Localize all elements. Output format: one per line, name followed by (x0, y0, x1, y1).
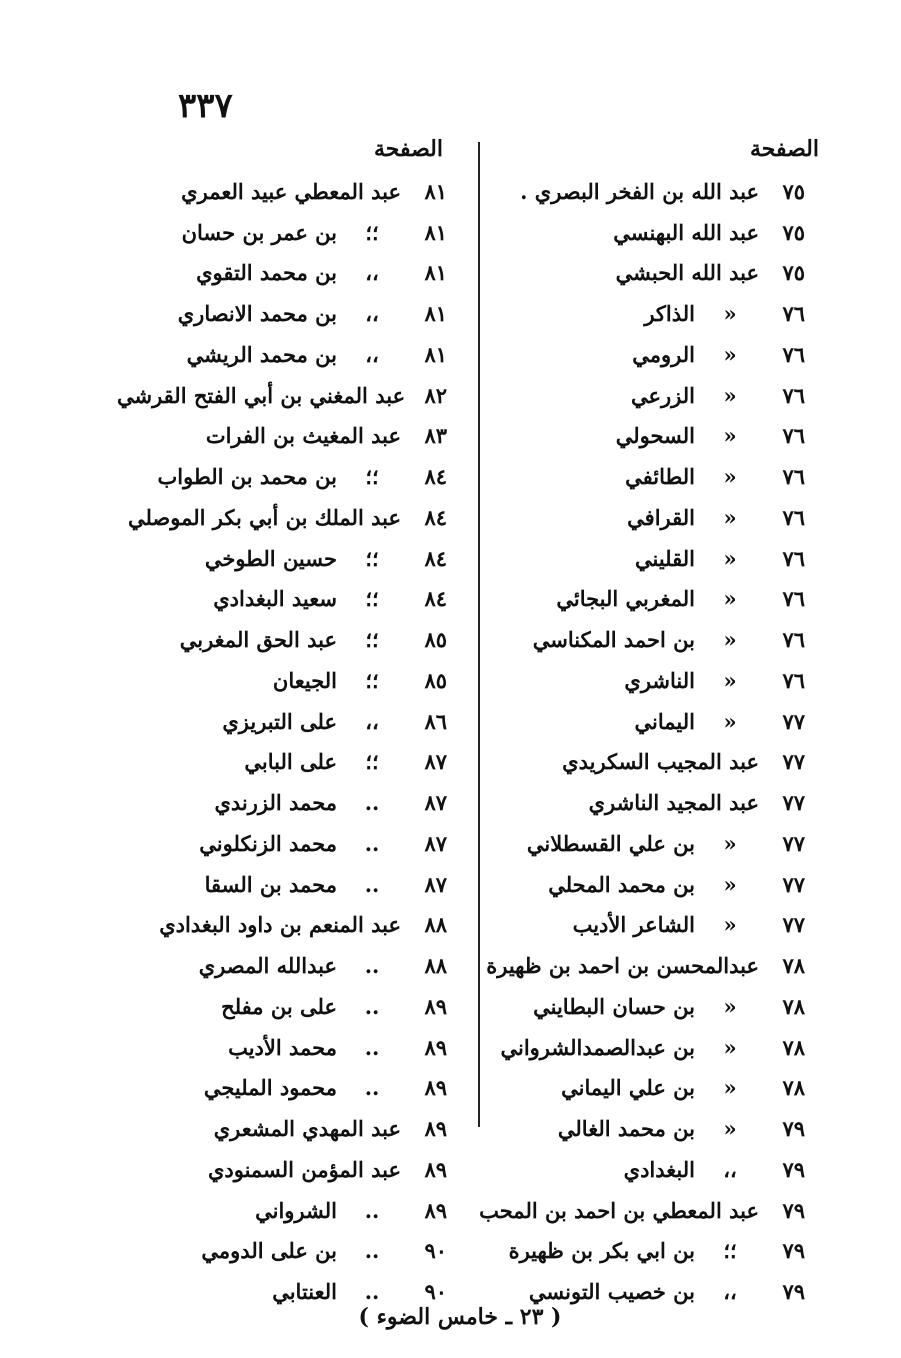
entry-page-number: ٨٤ (424, 464, 447, 490)
index-entry (117, 782, 447, 823)
entry-page-number: ٨٨ (424, 912, 447, 938)
entry-name: اليماني (634, 708, 695, 734)
entry-ditto-mark: .. (364, 830, 380, 856)
index-entry (117, 701, 447, 742)
index-entry (117, 171, 447, 212)
entry-page-number: ٧٦ (782, 545, 805, 571)
entry-name: بن محمد الغالي (557, 1116, 695, 1142)
entry-ditto-mark: .. (364, 1238, 380, 1264)
entry-name: السحولي (615, 423, 695, 449)
entry-page-number: ٨٩ (424, 1034, 447, 1060)
entry-name: بن عمر بن حسان (181, 219, 337, 245)
entry-name: عبد الله بن الفخر البصري . (520, 178, 759, 204)
entry-name: حسين الطوخي (204, 545, 337, 571)
entry-ditto-mark: ،، (365, 301, 379, 327)
index-entry (475, 986, 805, 1027)
index-entry (475, 456, 805, 497)
entry-ditto-mark: ؛؛ (365, 464, 379, 490)
entry-name: عبد المنعم بن داود البغدادي (159, 912, 401, 938)
index-entry (117, 864, 447, 905)
index-entry (475, 619, 805, 660)
entry-page-number: ٧٨ (782, 1075, 805, 1101)
page-number: ٣٣٧ (178, 86, 233, 126)
index-entry (117, 619, 447, 660)
right-index-column (475, 171, 805, 1312)
entry-name: محمود المليجي (203, 1075, 337, 1101)
entry-ditto-mark: « (723, 504, 737, 530)
entry-name: محمد الأديب (228, 1034, 337, 1060)
entry-ditto-mark: .. (364, 1279, 380, 1305)
entry-page-number: ٧٧ (782, 749, 805, 775)
entry-ditto-mark: ؛؛ (365, 749, 379, 775)
entry-name: بن علي القسطلاني (526, 830, 695, 856)
entry-name: بن محمد المحلي (548, 871, 695, 897)
entry-ditto-mark: ؛؛ (365, 586, 379, 612)
entry-name: بن محمد الريشي (186, 341, 337, 367)
entry-page-number: ٨٢ (424, 382, 447, 408)
index-entry (475, 782, 805, 823)
index-entry (117, 212, 447, 253)
index-entry (117, 905, 447, 946)
index-entry (475, 253, 805, 294)
entry-ditto-mark: « (723, 912, 737, 938)
entry-ditto-mark: ؛؛ (365, 545, 379, 571)
left-index-column (117, 171, 447, 1312)
entry-page-number: ٧٦ (782, 464, 805, 490)
index-entry (117, 1068, 447, 1109)
entry-name: بن علي اليماني (561, 1075, 695, 1101)
index-entry (475, 905, 805, 946)
entry-page-number: ٩٠ (424, 1279, 447, 1305)
index-entry (117, 538, 447, 579)
entry-page-number: ٧٦ (782, 504, 805, 530)
entry-ditto-mark: « (723, 545, 737, 571)
entry-ditto-mark: ،، (365, 260, 379, 286)
index-entry (475, 293, 805, 334)
entry-ditto-mark: ،، (723, 1279, 737, 1305)
entry-name: بن محمد بن الطواب (157, 464, 337, 490)
index-entry (475, 171, 805, 212)
index-entry (475, 1231, 805, 1272)
entry-ditto-mark: ،، (365, 341, 379, 367)
entry-page-number: ٧٩ (782, 1116, 805, 1142)
index-entry (117, 416, 447, 457)
entry-ditto-mark: « (723, 871, 737, 897)
entry-page-number: ٨٥ (424, 627, 447, 653)
index-entry (117, 334, 447, 375)
entry-name: الشرواني (255, 1197, 337, 1223)
entry-name: الذاكر (644, 301, 695, 327)
index-entry (475, 375, 805, 416)
index-entry (475, 334, 805, 375)
entry-name: القليني (635, 545, 695, 571)
entry-page-number: ٨٩ (424, 1156, 447, 1182)
entry-page-number: ٧٧ (782, 912, 805, 938)
entry-name: المغربي البجائي (556, 586, 695, 612)
entry-page-number: ٨٩ (424, 1075, 447, 1101)
entry-page-number: ٧٧ (782, 871, 805, 897)
entry-page-number: ٨١ (424, 178, 447, 204)
entry-name: عبد المجيد الناشري (588, 790, 759, 816)
entry-name: سعيد البغدادي (213, 586, 337, 612)
entry-ditto-mark: .. (364, 790, 380, 816)
entry-name: الرومي (632, 341, 695, 367)
entry-page-number: ٧٨ (782, 1034, 805, 1060)
index-entry (117, 1190, 447, 1231)
entry-page-number: ٨٥ (424, 667, 447, 693)
entry-page-number: ٩٠ (424, 1238, 447, 1264)
entry-ditto-mark: .. (364, 871, 380, 897)
index-entry (475, 742, 805, 783)
entry-name: بن خصيب التونسي (528, 1279, 695, 1305)
entry-name: عبد المهدي المشعري (213, 1116, 401, 1142)
entry-page-number: ٧٧ (782, 790, 805, 816)
entry-ditto-mark: .. (364, 953, 380, 979)
entry-page-number: ٧٧ (782, 830, 805, 856)
index-entry (117, 742, 447, 783)
entry-name: محمد الزرندي (214, 790, 337, 816)
entry-page-number: ٧٩ (782, 1197, 805, 1223)
index-entry (475, 1108, 805, 1149)
entry-ditto-mark: ؛؛ (365, 219, 379, 245)
entry-name: عبد المعطي بن احمد بن المحب (479, 1197, 759, 1223)
entry-ditto-mark: « (723, 830, 737, 856)
entry-page-number: ٧٧ (782, 708, 805, 734)
entry-page-number: ٨٧ (424, 830, 447, 856)
index-entry (475, 1190, 805, 1231)
index-entry (475, 538, 805, 579)
entry-name: القرافي (627, 504, 695, 530)
entry-ditto-mark: « (723, 464, 737, 490)
index-entry (117, 945, 447, 986)
entry-name: بن محمد الانصاري (177, 301, 337, 327)
entry-ditto-mark: .. (364, 1075, 380, 1101)
index-entry (475, 497, 805, 538)
entry-page-number: ٧٦ (782, 341, 805, 367)
entry-ditto-mark: « (723, 341, 737, 367)
index-entry (475, 660, 805, 701)
entry-ditto-mark: .. (364, 1034, 380, 1060)
entry-name: العنتابي (272, 1279, 337, 1305)
entry-name: الناشري (624, 667, 695, 693)
index-entry (117, 1108, 447, 1149)
entry-page-number: ٧٦ (782, 667, 805, 693)
entry-name: على بن مفلح (221, 993, 337, 1019)
entry-ditto-mark: .. (364, 1197, 380, 1223)
entry-name: محمد بن السقا (204, 871, 337, 897)
entry-page-number: ٨٩ (424, 1116, 447, 1142)
entry-page-number: ٨٧ (424, 871, 447, 897)
entry-page-number: ٧٦ (782, 423, 805, 449)
entry-page-number: ٧٩ (782, 1156, 805, 1182)
entry-page-number: ٧٩ (782, 1238, 805, 1264)
entry-ditto-mark: « (723, 627, 737, 653)
entry-name: بن عبدالصمدالشرواني (500, 1034, 695, 1060)
entry-name: الشاعر الأديب (572, 912, 695, 938)
index-entry (475, 1149, 805, 1190)
entry-page-number: ٨١ (424, 219, 447, 245)
entry-name: الزرعي (631, 382, 695, 408)
entry-page-number: ٧٥ (782, 219, 805, 245)
footer-signature: ( ٢٣ ـ خامس الضوء ) (358, 1304, 562, 1330)
index-entry (117, 579, 447, 620)
index-entry (475, 864, 805, 905)
entry-ditto-mark: « (723, 667, 737, 693)
entry-name: بن محمد التقوي (196, 260, 337, 286)
entry-name: بن على الدومي (201, 1238, 337, 1264)
entry-ditto-mark: « (723, 993, 737, 1019)
entry-page-number: ٧٦ (782, 627, 805, 653)
entry-page-number: ٨٨ (424, 953, 447, 979)
entry-page-number: ٨٤ (424, 504, 447, 530)
right-column-header: الصفحة (749, 136, 819, 162)
index-entry (475, 945, 805, 986)
index-entry (117, 1149, 447, 1190)
entry-name: البغدادي (623, 1156, 695, 1182)
entry-name: عبدالله المصري (198, 953, 337, 979)
entry-page-number: ٨٧ (424, 790, 447, 816)
index-entry (475, 701, 805, 742)
index-entry (475, 1027, 805, 1068)
entry-name: بن حسان البطايني (533, 993, 695, 1019)
entry-name: عبد الله الحبشي (615, 260, 759, 286)
entry-page-number: ٧٥ (782, 178, 805, 204)
entry-page-number: ٧٥ (782, 260, 805, 286)
entry-ditto-mark: ؛؛ (365, 667, 379, 693)
entry-page-number: ٨٩ (424, 1197, 447, 1223)
entry-name: عبد الحق المغربي (179, 627, 337, 653)
entry-page-number: ٧٦ (782, 301, 805, 327)
index-entry (117, 986, 447, 1027)
entry-page-number: ٨١ (424, 341, 447, 367)
entry-ditto-mark: « (723, 423, 737, 449)
index-entry (117, 1027, 447, 1068)
entry-name: عبد المغني بن أبي الفتح القرشي (117, 382, 406, 408)
entry-page-number: ٧٨ (782, 993, 805, 1019)
entry-ditto-mark: « (723, 708, 737, 734)
index-entry (117, 823, 447, 864)
index-entry (117, 375, 447, 416)
entry-ditto-mark: ،، (365, 708, 379, 734)
entry-page-number: ٨٦ (424, 708, 447, 734)
entry-ditto-mark: ؛؛ (365, 627, 379, 653)
left-column-header: الصفحة (373, 136, 443, 162)
entry-name: عبد الله البهنسي (613, 219, 759, 245)
entry-name: عبد المؤمن السمنودي (207, 1156, 401, 1182)
entry-page-number: ٨٧ (424, 749, 447, 775)
entry-name: على التبريزي (222, 708, 337, 734)
index-entry (117, 660, 447, 701)
entry-name: على البابي (244, 749, 337, 775)
entry-name: عبد المعطي عبيد العمري (181, 178, 401, 204)
entry-name: بن ابي بكر بن ظهيرة (508, 1238, 695, 1264)
entry-name: بن احمد المكناسي (532, 627, 695, 653)
entry-page-number: ٧٦ (782, 382, 805, 408)
entry-ditto-mark: ،، (723, 1156, 737, 1182)
index-entry (475, 212, 805, 253)
index-entry (117, 456, 447, 497)
index-entry (117, 253, 447, 294)
entry-ditto-mark: « (723, 301, 737, 327)
entry-ditto-mark: .. (364, 993, 380, 1019)
entry-name: الجيعان (272, 667, 337, 693)
entry-name: عبد المغيث بن الفرات (205, 423, 401, 449)
entry-ditto-mark: « (723, 1116, 737, 1142)
entry-name: عبد الملك بن أبي بكر الموصلي (127, 504, 401, 530)
entry-name: عبد المجيب السكريدي (562, 749, 759, 775)
index-entry (475, 1068, 805, 1109)
entry-ditto-mark: « (723, 586, 737, 612)
entry-ditto-mark: « (723, 382, 737, 408)
entry-page-number: ٨١ (424, 260, 447, 286)
index-entry (475, 579, 805, 620)
index-entry (117, 1231, 447, 1272)
entry-page-number: ٨٣ (424, 423, 447, 449)
entry-page-number: ٧٩ (782, 1279, 805, 1305)
index-entry (117, 293, 447, 334)
entry-name: عبدالمحسن بن احمد بن ظهيرة (486, 953, 759, 979)
entry-page-number: ٧٦ (782, 586, 805, 612)
entry-page-number: ٨٤ (424, 586, 447, 612)
entry-page-number: ٨٩ (424, 993, 447, 1019)
entry-ditto-mark: « (723, 1034, 737, 1060)
entry-ditto-mark: ؛؛ (723, 1238, 737, 1264)
entry-page-number: ٨٤ (424, 545, 447, 571)
index-entry (117, 497, 447, 538)
entry-page-number: ٨١ (424, 301, 447, 327)
entry-ditto-mark: « (723, 1075, 737, 1101)
entry-page-number: ٧٨ (782, 953, 805, 979)
entry-name: الطائفي (625, 464, 695, 490)
index-entry (475, 823, 805, 864)
index-entry (475, 416, 805, 457)
entry-name: محمد الزنكلوني (199, 830, 337, 856)
